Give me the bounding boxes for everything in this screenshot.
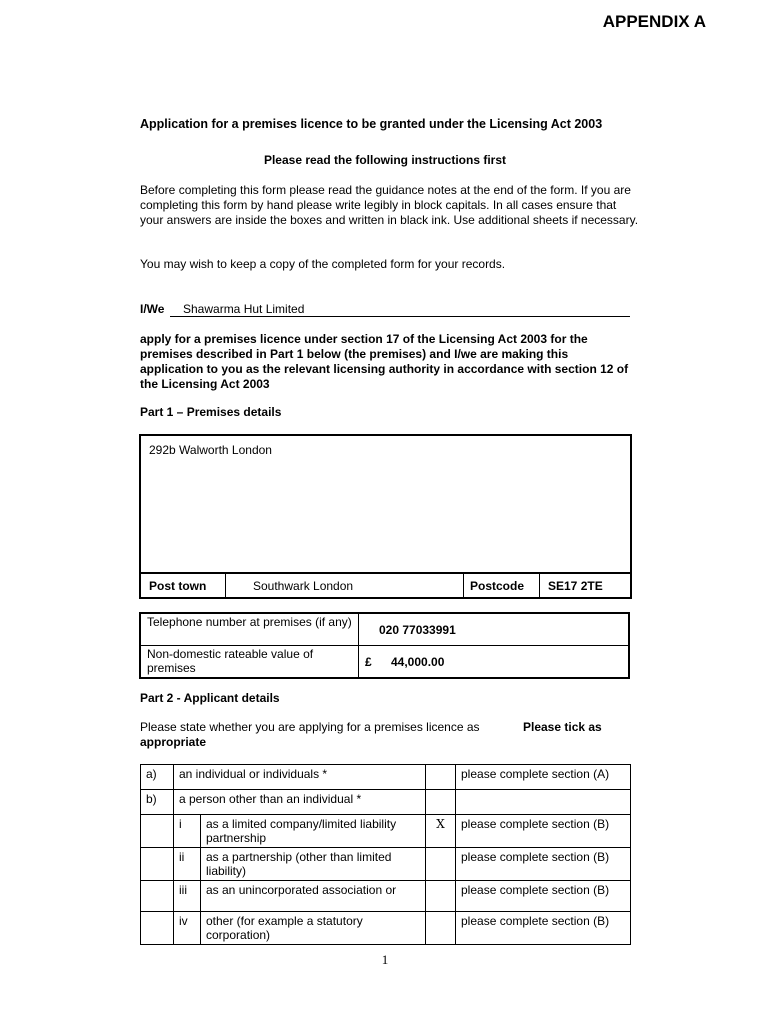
tick-box-other-person[interactable] xyxy=(426,790,456,815)
empty-cell xyxy=(141,848,174,881)
post-town-field[interactable]: Southwark London xyxy=(253,579,354,593)
empty-cell xyxy=(141,815,174,848)
telephone-label: Telephone number at premises (if any) xyxy=(140,613,359,646)
row-description: an individual or individuals * xyxy=(174,765,426,790)
rateable-value: 44,000.00 xyxy=(391,654,445,669)
premises-info-table xyxy=(139,612,630,679)
state-text: Please state whether you are applying for a premises licence as xyxy=(140,720,480,734)
row-description: as an unincorporated association or xyxy=(201,881,426,912)
table-row xyxy=(141,765,631,790)
apply-statement: apply for a premises licence under section 17 of the Licensing Act 2003 for the premises described in Part 1 below (the premises) and I/we are making this application to you as the relevant licensing authority in accordance with section 12 of the Licensing Act 2003 xyxy=(140,332,629,391)
telephone-value: 020 77033991 xyxy=(379,622,456,637)
table-row xyxy=(141,848,631,881)
telephone-row xyxy=(140,613,629,646)
row-description: a person other than an individual * xyxy=(174,790,426,815)
row-description: other (for example a statutory corporation) xyxy=(201,912,426,945)
row-description: as a partnership (other than limited liability) xyxy=(201,848,426,881)
row-roman: iii xyxy=(174,881,201,912)
rateable-row xyxy=(140,646,629,679)
row-roman: iv xyxy=(174,912,201,945)
postcode-label: Postcode xyxy=(463,574,546,599)
table-row xyxy=(141,790,631,815)
tick-box-partnership[interactable] xyxy=(426,848,456,881)
tick-box-individual[interactable] xyxy=(426,765,456,790)
appendix-heading: APPENDIX A xyxy=(602,12,706,31)
postcode-field[interactable]: SE17 2TE xyxy=(539,574,633,599)
row-note: please complete section (B) xyxy=(456,912,631,945)
divider xyxy=(225,574,226,599)
tick-box-limited-company[interactable]: X xyxy=(426,815,456,848)
row-note: please complete section (B) xyxy=(456,815,631,848)
premises-address: 292b Walworth London xyxy=(149,443,272,457)
form-title: Application for a premises licence to be granted under the Licensing Act 2003 xyxy=(140,117,603,131)
empty-cell xyxy=(141,912,174,945)
instructions-paragraph: Before completing this form please read the guidance notes at the end of the form. If you are completing this form by hand please write legibly in block capitals. In all cases ensure that your answers are inside the boxes and written in black ink. Use additional sheets if necessary. xyxy=(140,183,639,227)
table-row xyxy=(141,912,631,945)
currency-symbol: £ xyxy=(365,654,372,669)
post-town-row xyxy=(141,572,630,599)
part2-heading: Part 2 - Applicant details xyxy=(140,691,280,705)
instructions-heading: Please read the following instructions first xyxy=(263,153,507,167)
table-row xyxy=(141,881,631,912)
table-row xyxy=(141,815,631,848)
row-note: please complete section (B) xyxy=(456,848,631,881)
rateable-label: Non-domestic rateable value of premises xyxy=(140,646,359,679)
row-letter: a) xyxy=(141,765,174,790)
telephone-field[interactable] xyxy=(359,613,630,646)
applicant-name-value: Shawarma Hut Limited xyxy=(183,302,305,316)
row-note xyxy=(456,790,631,815)
row-note: please complete section (B) xyxy=(456,881,631,912)
rateable-field[interactable] xyxy=(359,646,630,679)
applicant-type-instruction xyxy=(140,720,620,750)
row-note: please complete section (A) xyxy=(456,765,631,790)
copy-note: You may wish to keep a copy of the completed form for your records. xyxy=(140,257,506,271)
appropriate-text: appropriate xyxy=(140,735,207,749)
applicant-label: I/We xyxy=(140,302,165,316)
applicant-name-field[interactable] xyxy=(170,302,630,317)
row-roman: i xyxy=(174,815,201,848)
tick-instruction: Please tick as xyxy=(523,720,602,734)
applicant-type-table xyxy=(140,764,631,945)
tick-box-unincorporated[interactable] xyxy=(426,881,456,912)
tick-box-other[interactable] xyxy=(426,912,456,945)
row-letter: b) xyxy=(141,790,174,815)
post-town-label: Post town xyxy=(149,579,207,593)
part1-heading: Part 1 – Premises details xyxy=(140,405,282,419)
empty-cell xyxy=(141,881,174,912)
premises-address-box[interactable] xyxy=(139,434,632,599)
row-description: as a limited company/limited liability partnership xyxy=(201,815,426,848)
page-number: 1 xyxy=(381,952,389,967)
row-roman: ii xyxy=(174,848,201,881)
